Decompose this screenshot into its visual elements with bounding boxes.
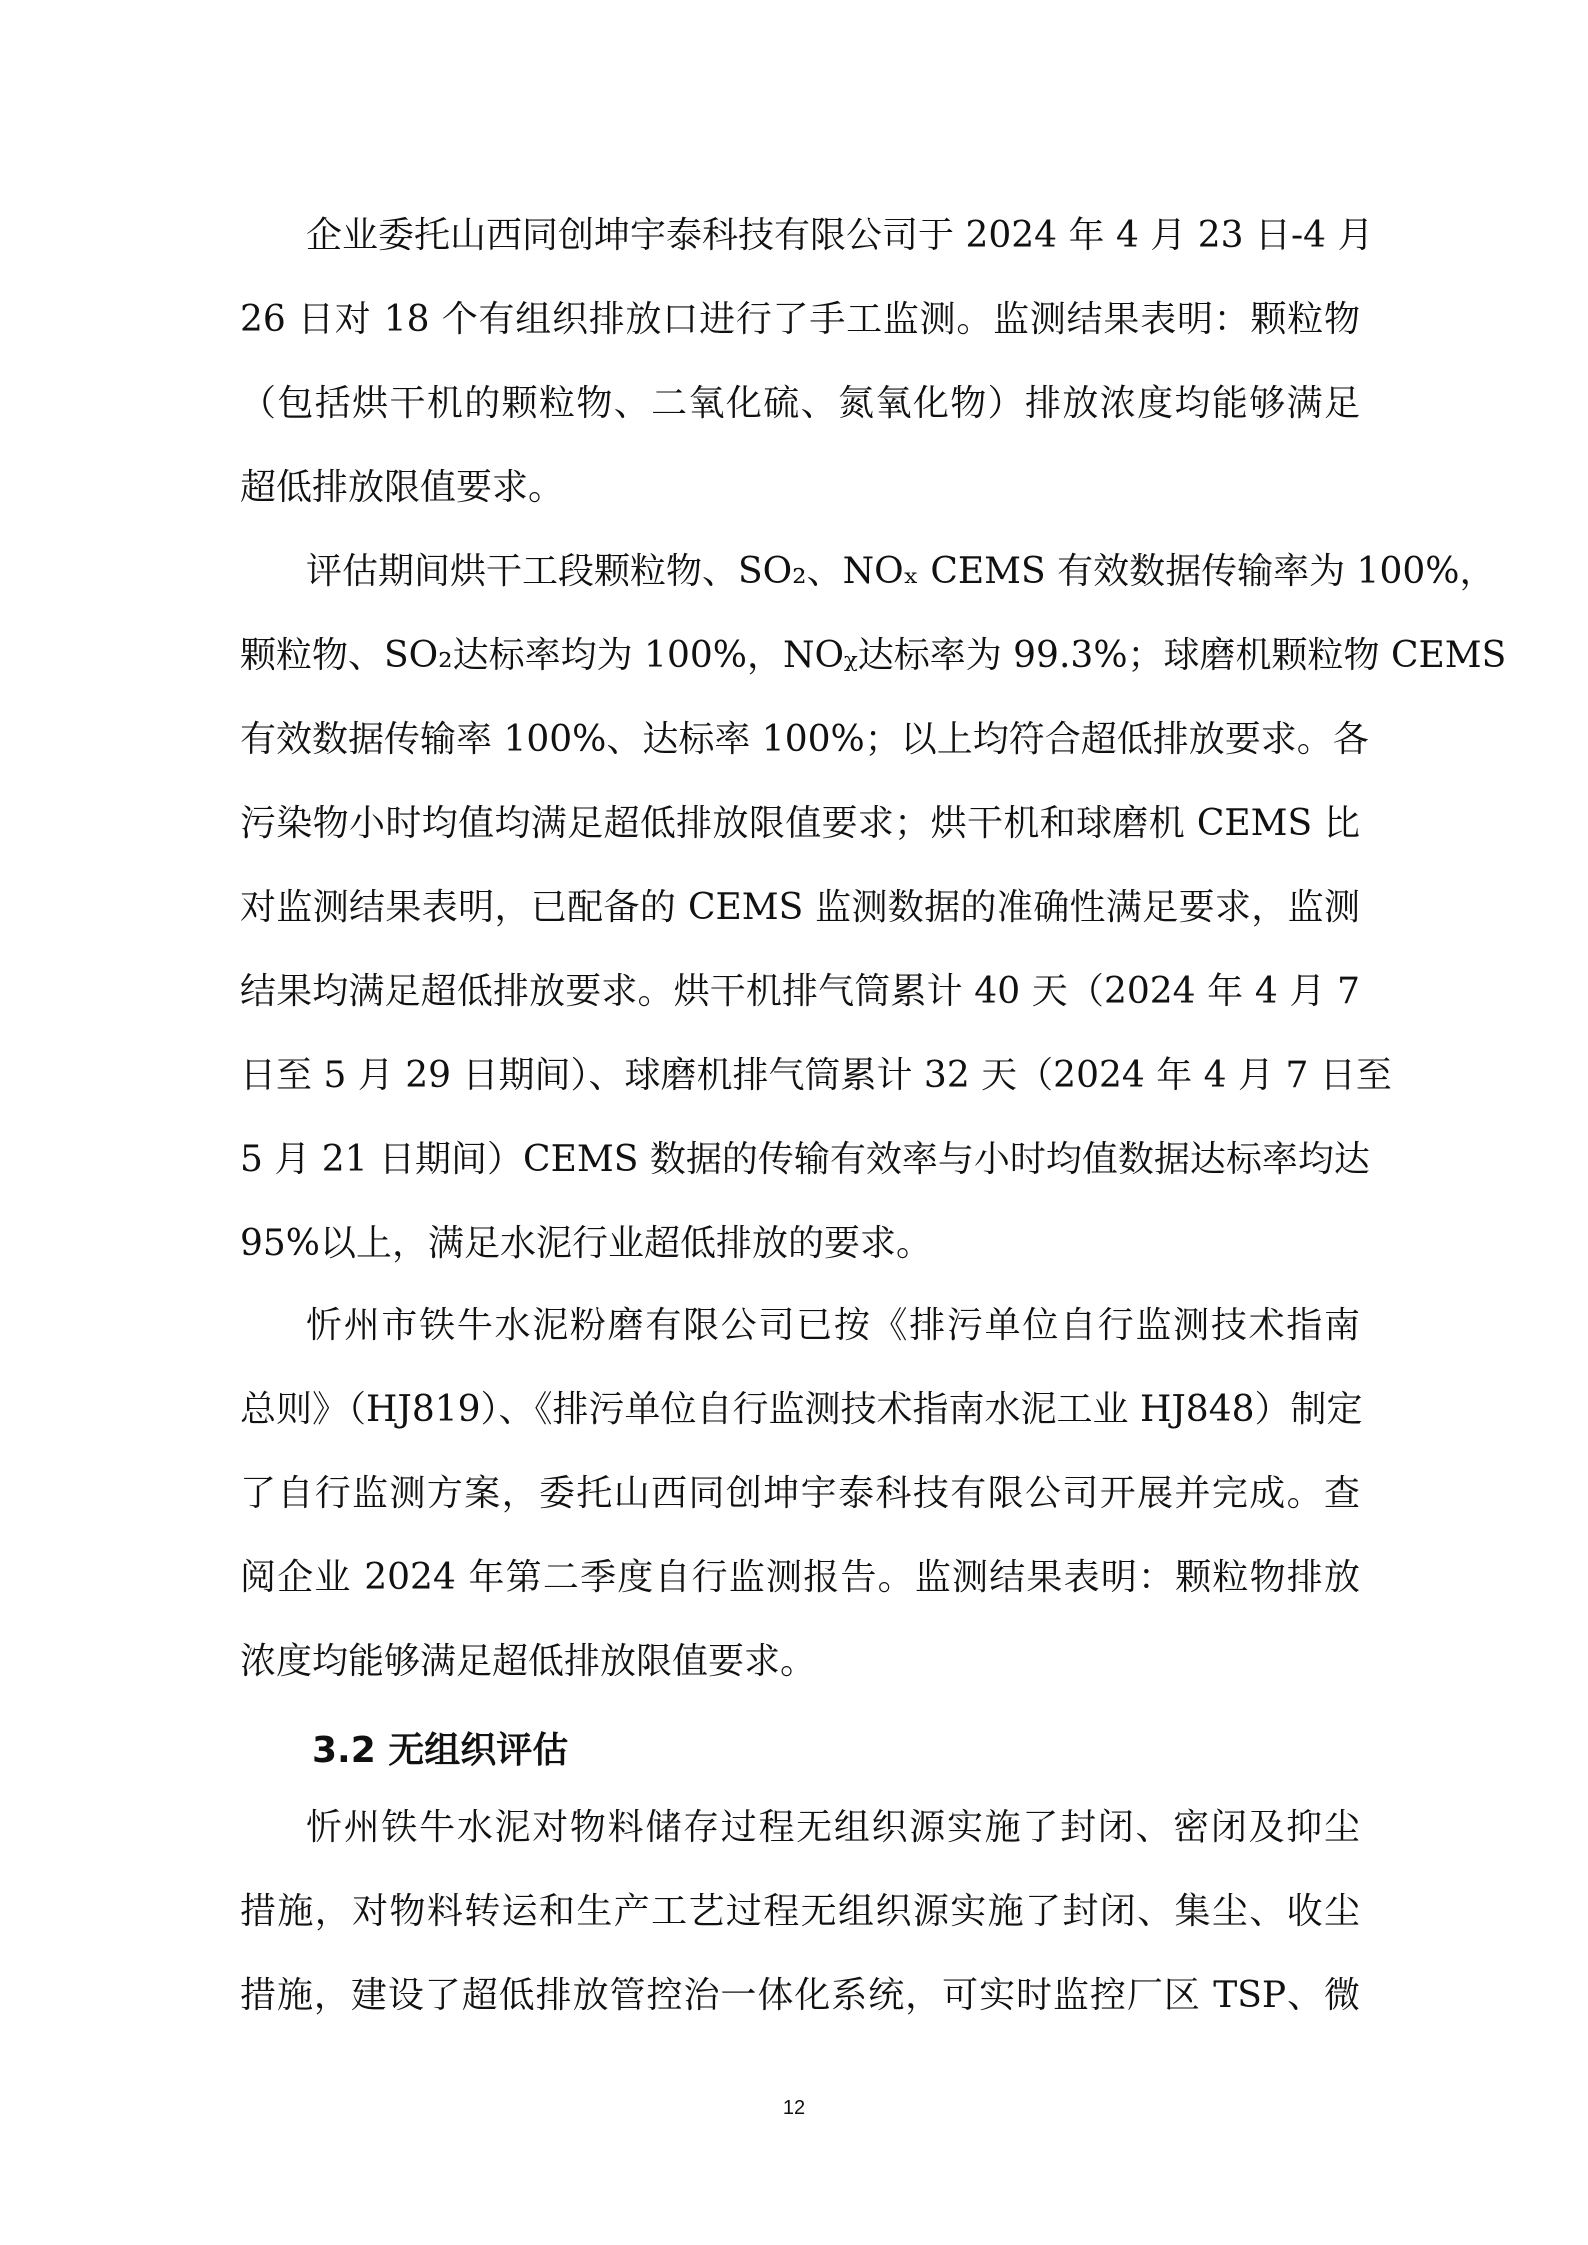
text-line: （包括烘干机的颗粒物、二氧化硫、氮氧化物）排放浓度均能够满足 [240,383,1360,424]
text-line: 颗粒物、SO₂达标率均为 100%，NOᵪ达标率为 99.3%；球磨机颗粒物 CEMS [240,635,1507,676]
text-line: 措施，对物料转运和生产工艺过程无组织源实施了封闭、集尘、收尘 [240,1891,1360,1932]
paragraph-fugitive-assessment [240,1786,1360,2038]
text-line: 了自行监测方案，委托山西同创坤宇泰科技有限公司开展并完成。查 [240,1473,1360,1514]
text-line: 有效数据传输率 100%、达标率 100%；以上均符合超低排放要求。各 [240,719,1369,760]
text-line: 对监测结果表明，已配备的 CEMS 监测数据的准确性满足要求，监测 [240,887,1360,928]
text-line: 日至 5 月 29 日期间）、球磨机排气筒累计 32 天（2024 年 4 月 7 日至 [240,1055,1392,1096]
page-number: 12 [782,2097,806,2119]
text-line: 浓度均能够满足超低排放限值要求。 [240,1641,817,1682]
text-line: 污染物小时均值均满足超低排放限值要求；烘干机和球磨机 CEMS 比 [240,803,1360,844]
text-line: 忻州市铁牛水泥粉磨有限公司已按《排污单位自行监测技术指南 [306,1305,1360,1346]
text-line: 95%以上，满足水泥行业超低排放的要求。 [240,1223,933,1264]
paragraph-self-monitoring [240,1284,1363,1704]
text-line: 超低排放限值要求。 [240,467,565,508]
text-line: 结果均满足超低排放要求。烘干机排气筒累计 40 天（2024 年 4 月 7 [240,971,1360,1012]
paragraph-cems-evaluation [240,530,1507,1286]
text-line: 企业委托山西同创坤宇泰科技有限公司于 2024 年 4 月 23 日-4 月 [306,215,1374,256]
text-line: 阅企业 2024 年第二季度自行监测报告。监测结果表明：颗粒物排放 [240,1557,1360,1598]
text-line: 5 月 21 日期间）CEMS 数据的传输有效率与小时均值数据达标率均达 [240,1139,1370,1180]
paragraph-manual-monitoring [240,194,1374,530]
text-line: 评估期间烘干工段颗粒物、SO₂、NOₓ CEMS 有效数据传输率为 100%， [306,551,1496,592]
text-line: 措施，建设了超低排放管控治一体化系统，可实时监控厂区 TSP、微 [240,1975,1360,2016]
section-heading: 3.2 无组织评估 [312,1730,569,1771]
text-line: 26 日对 18 个有组织排放口进行了手工监测。监测结果表明：颗粒物 [240,299,1360,340]
text-line: 忻州铁牛水泥对物料储存过程无组织源实施了封闭、密闭及抑尘 [306,1807,1360,1848]
text-line: 总则》（HJ819）、《排污单位自行监测技术指南水泥工业 HJ848）制定 [240,1389,1363,1430]
